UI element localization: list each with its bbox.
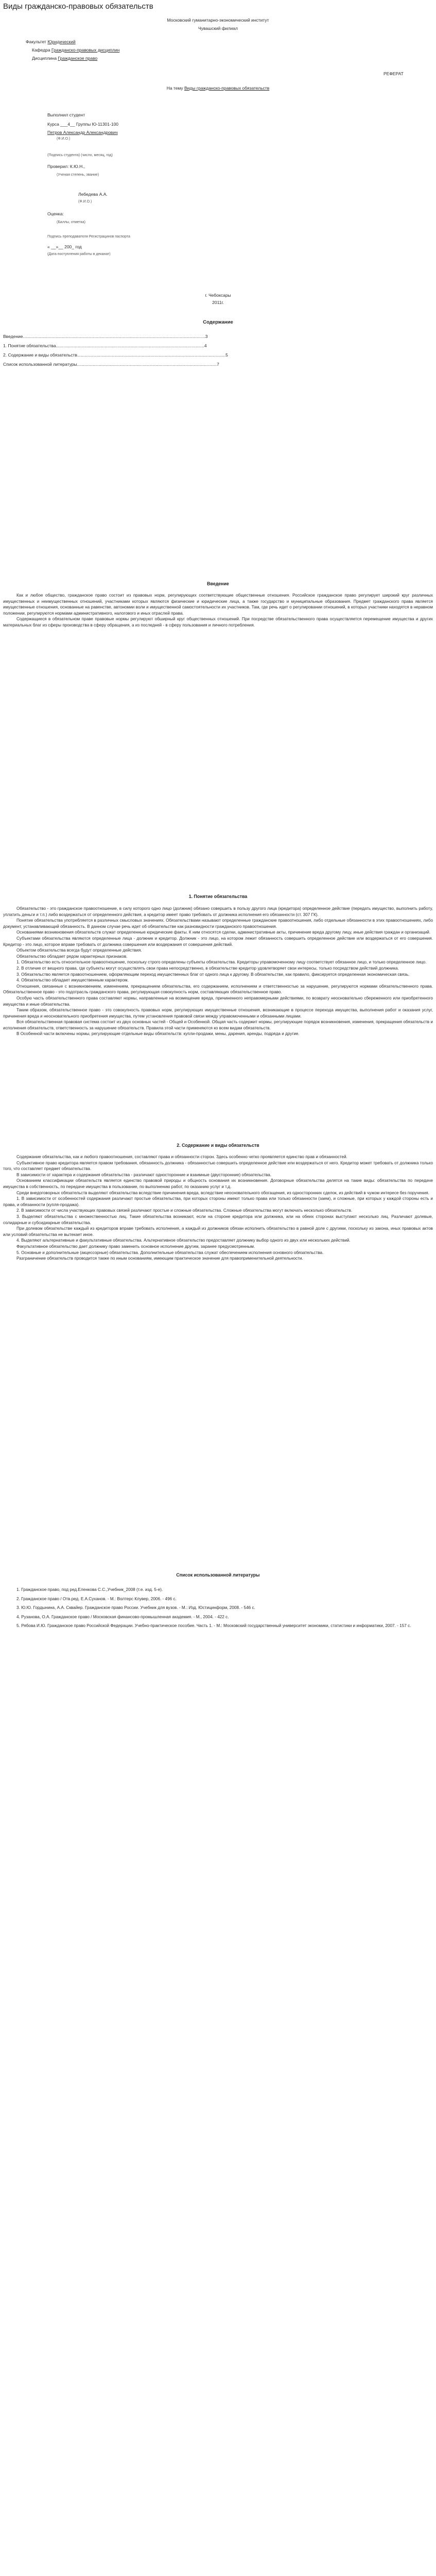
city: г. Чебоксары bbox=[205, 293, 231, 298]
section1-paragraph: В Особенной части включены нормы, регулирующие отдельные виды обязательств: купли-продажи, мены, дарения, аренды, подряда и другие. bbox=[16, 1031, 300, 1037]
section1-paragraph: Отношения, связанные с возникновением, изменением, прекращением обязательства, его содержанием, исполнением и ответственностью за нарушение, регулируются нормами обязательственного права. Обязательственное право - это подотрасль гражданского права, регулирующая совокупность норм, составляющих обязательственное право. bbox=[3, 984, 433, 995]
reference-item: 2. Гражданское право / Отв.ред. Е.А.Суханов. - М.: Волтерс Клувер, 2006. - 496 с. bbox=[16, 1596, 177, 1601]
teacher-sign-hint: Подпись преподавателя Регистрацинов паспорта bbox=[47, 235, 130, 239]
section2-paragraph: Содержание обязательства, как и любого правоотношения, составляют права и обязанности сторон. Здесь особенно четко проявляется единство прав и обязанностей. bbox=[16, 1155, 347, 1159]
toc-heading: Содержание bbox=[203, 319, 233, 325]
reference-item: 3. Ю.Ю. Гордынина, А.А. Сквайер. Гражданское право России. Учебник для вузов. - М.: Изд. Юстицинформ, 2008. - 546 с. bbox=[16, 1605, 255, 1611]
chair-row bbox=[32, 47, 119, 53]
faculty-label: Факультет bbox=[26, 39, 46, 44]
grade-label: Оценка: bbox=[47, 211, 64, 216]
section1-paragraph: 4. Обязательство обладает имущественным характером. bbox=[16, 978, 129, 983]
section2-paragraph: Субъективное право кредитора является правом требования, обязанность должника - обязанностью совершить определенное действие или воздержаться от него. Кредитор может требовать от должника только того, что составляет предмет обязательства. bbox=[3, 1160, 433, 1172]
toc-item-label: Список использованной литературы bbox=[3, 362, 77, 367]
student-name: Петров Александр Александрович bbox=[47, 130, 118, 135]
section1-paragraph: 3. Обязательство является правоотношением, оформляющим переход имущественных благ от одного лица к другому. В обязательстве, как правило, фиксируется определенная экономическая связь. bbox=[16, 972, 410, 977]
topic-row bbox=[0, 86, 436, 91]
toc-item-label: 2. Содержание и виды обязательств bbox=[3, 352, 78, 358]
year: 2011г. bbox=[212, 300, 224, 305]
intro-paragraph: Содержащиеся в обязательном праве правовые нормы регулируют обширный круг общественных отношений. При посредстве обязательственного права осуществляется перемещение имущества и других материальных благ из сферы производства в сферу обращения, а из последней - в сферу пользования и личного потребления. bbox=[3, 617, 433, 628]
toc-item-label: Введение bbox=[3, 334, 23, 339]
toc-item-page: 5 bbox=[225, 352, 228, 358]
toc-leader: .......................................................................................................................... bbox=[56, 343, 204, 348]
institute-name: Московский гуманитарно-экономический институт bbox=[167, 18, 269, 23]
discipline-label: Дисциплина bbox=[32, 56, 57, 61]
section1-paragraph: 2. В отличие от вещного права, где субъекты могут осуществлять свои права непосредственно, в обязательстве кредитор удовлетворяет свои интересы, только посредством действий должника. bbox=[16, 965, 399, 971]
section1-paragraph: Обязательство - это гражданское правоотношение, в силу которого одно лицо (должник) обязано совершить в пользу другого лица (кредитора) определенное действие (передать имущество, выполнить работу, уплатить деньги и т.п.) либо воздержаться от определенного действия, а кредитор имеет право требовать от должника исполнения его обязанности (ст. 307 ГК). bbox=[3, 906, 433, 917]
performed-label: Выполнил студент bbox=[47, 112, 85, 117]
branch-name: Чувашский филиал bbox=[198, 26, 238, 31]
section1-paragraph: Понятие обязательства употребляется в различных смысловых значениях. Обязательствами называют определенные гражданские правоотношения, либо отдельные обязанности в этих правоотношениях, либо документ, устанавливающий обязанность. В данном случае речь идет об обязательстве как разновидности гражданского правоотношения. bbox=[3, 918, 433, 929]
section2-paragraph: 2. В зависимости от числа участвующих правовых связей различают простые и сложные обязательства. Сложные обязательства могут включать несколько обязательств. bbox=[16, 1208, 353, 1213]
teacher-name: Лебедева А.А. bbox=[78, 192, 108, 197]
faculty-value: Юридический bbox=[47, 39, 76, 44]
section2-paragraph: При долевом обязательстве каждый из кредиторов вправе требовать исполнения, а каждый из должников обязан исполнить обязательство в равной доле с другими, поскольку из закона, иных правовых актов или условий обязательства не вытекает иное. bbox=[3, 1226, 433, 1237]
section1-paragraph: Объектом обязательства всегда будут определенные действия. bbox=[16, 948, 142, 953]
section1-paragraph: Таким образом, обязательственное право - это совокупность правовых норм, регулирующих имущественные отношения, возникающие в процессе перехода имущества, выполнения работ и оказания услуг, причинения вреда и неосновательного приобретения имущества, путем установления правовой связи между управомоченными и обязанными лицами. bbox=[3, 1008, 433, 1019]
toc-leader: .......................................................................................................................... bbox=[77, 352, 226, 358]
reference-item: 5. Рябова И.Ю. Гражданское право Российской Федерации. Учебно-практическое пособие. Часть 1. - М.: Московский государственный университет экономики, статистики и информатики, 2007. - 157 с. bbox=[16, 1623, 411, 1629]
section1-paragraph: Обязательство обладает рядом характерных признаков. bbox=[16, 954, 128, 959]
essay-label: РЕФЕРАТ bbox=[383, 71, 404, 76]
section1-paragraph: Особую часть обязательственного права составляют нормы, направленные на возмещение вреда, причиненного неправомерными действиями, по возврату неосновательно сбереженного или приобретенного имущества и иные обязательства. bbox=[3, 995, 433, 1007]
section2-paragraph: 4. Выделяют альтернативные и факультативные обязательства. Альтернативное обязательство предоставляет должнику выбор одного из двух или нескольких действий. bbox=[16, 1238, 351, 1243]
section1-paragraph: Вся обязательственная правовая система состоит из двух основных частей - Общей и Особенной. Общая часть содержит нормы, регулирующие порядок возникновения, изменения, прекращения обязательств и исполнения обязательств, ответственность за нарушение обязательств. Правила этой части применяются ко всем видам обязательств. bbox=[3, 1020, 433, 1030]
chair-value: Гражданско-правовых дисциплин bbox=[51, 47, 120, 53]
intro-body bbox=[3, 592, 433, 629]
discipline-row bbox=[32, 56, 97, 61]
topic-label: На тему bbox=[166, 86, 183, 91]
course-line: Курса ___4__ Группы Ю-11301-100 bbox=[47, 122, 119, 127]
section2-paragraph: 5. Основные и дополнительные (акцессорные) обязательства. Дополнительные обязательства служат обеспечением исполнения основного обязательства. bbox=[16, 1250, 324, 1255]
section2-paragraph: Основанием классификации обязательств является единство правовой природы и общность основания их возникновения. Договорные обязательства делятся на такие виды: обязательства по передаче имущества в собственность, по передаче имущества в пользование, по выполнению работ, по оказанию услуг и т.д. bbox=[3, 1178, 433, 1189]
references-heading: Список использованной литературы bbox=[176, 1572, 260, 1578]
chair-label: Кафедра bbox=[32, 47, 50, 53]
degree-hint: (Ученая степень, звание) bbox=[57, 173, 99, 177]
reference-item: 4. Рузанова, О.А. Гражданское право / Московская финансово-промышленная академия. - М., 2004. - 422 с. bbox=[16, 1614, 229, 1619]
toc-item-page: 3 bbox=[205, 334, 208, 339]
reference-item: 1. Гражданское право, под ред.Еленкова С.С.,Учебник_2008 (т.е. изд. 5-е). bbox=[16, 1587, 163, 1592]
section2-body bbox=[3, 1154, 433, 1262]
date-line: « __»__ 200_ год bbox=[47, 244, 82, 249]
section1-paragraph: Основаниями возникновения обязательств служат определенные юридические факты. К ним относятся сделки, административные акты, причинение вреда другому лицу, иные действия граждан и организаций. bbox=[16, 930, 431, 935]
toc-leader: ...................................................................................................................................................... bbox=[23, 334, 205, 339]
section1-paragraph: 1. Обязательство есть относительное правоотношение, поскольку строго определены субъекты обязательства. Кредиторы управомоченному лицу соответствует обязанное лицо, и только определенное лицо. bbox=[16, 960, 427, 965]
section2-paragraph: Разграничение обязательств проводится также по иным основаниям, имеющим практическое значение для правоприменительной деятельности. bbox=[16, 1256, 303, 1261]
section2-paragraph: 1. В зависимости от особенностей содержания различают простые обязательства, при которых стороны имеют только права или только обязанности (заем), и сложные, при которых у каждой стороны есть и права, и обязанности (купля-продажа). bbox=[3, 1196, 433, 1207]
section2-heading: 2. Содержание и виды обязательств bbox=[177, 1143, 259, 1148]
section2-paragraph: Факультативное обязательство дает должнику право заменить основное исполнение другим, заранее предусмотренным. bbox=[16, 1244, 255, 1249]
intro-heading: Введение bbox=[207, 581, 229, 586]
grade-hint: (Баллы, отметка) bbox=[57, 221, 85, 224]
toc-leader: ................................................................................................................... bbox=[77, 362, 217, 367]
intro-paragraph: Как и любое общество, гражданское право состоит из правовых норм, регулирующих соответствующие общественные отношения. Российское гражданское право регулирует широкий круг различных имущественных и неимущественных отношений, участниками которых являются физические и юридические лица, а также государство и муниципальные образования. Предмет гражданского права является имущественные отношения, основанные на равенстве, автономии воли и имущественной самостоятельности их участников. Там, где речь идет о регулировании отношений, в которых участники находятся в неравном положении, регулируются нормами административного, налогового и иных отраслей права. bbox=[3, 593, 433, 616]
references-list bbox=[3, 1587, 433, 1632]
date-hint: (Дата поступления работы в деканат) bbox=[47, 252, 111, 256]
toc-item bbox=[3, 362, 415, 367]
document-title: Виды гражданско-правовых обязательств bbox=[3, 2, 153, 11]
section1-heading: 1. Понятие обязательства bbox=[188, 894, 248, 899]
toc-item-label: 1. Понятие обязательства bbox=[3, 343, 56, 348]
toc-item-page: 4 bbox=[204, 343, 207, 348]
sign-hint: (Подпись студента) (число, месяц, год) bbox=[47, 154, 113, 157]
toc-item bbox=[3, 334, 415, 339]
section1-body bbox=[3, 906, 433, 1037]
checked-label: Проверил: К.Ю.Н., bbox=[47, 164, 85, 169]
section2-paragraph: Среди внедоговорных обязательств выделяют обязательства вследствие причинения вреда, вследствие неосновательного обогащения, из односторонних сделок, из действий в чужом интересе без поручения. bbox=[16, 1190, 429, 1195]
toc-item bbox=[3, 352, 415, 358]
discipline-value: Гражданское право bbox=[58, 56, 98, 61]
faculty-row bbox=[26, 39, 76, 44]
teacher-hint: (Ф.И.О.) bbox=[78, 200, 92, 204]
topic-value: Виды гражданско-правовых обязательств bbox=[184, 86, 270, 91]
section2-paragraph: В зависимости от характера и содержания обязательства - различают односторонние и взаимные (двусторонние) обязательства. bbox=[16, 1172, 272, 1177]
section2-paragraph: 3. Выделяют обязательства с множественностью лиц. Такие обязательства возникают, если на стороне кредитора или должника, или на обеих сторонах выступают несколько лиц. Различают долевые, солидарные и субсидиарные обязательства. bbox=[3, 1214, 433, 1225]
toc-item-page: 7 bbox=[217, 362, 219, 367]
student-hint: (Ф.И.О.) bbox=[57, 137, 71, 141]
section1-paragraph: Субъектами обязательства являются определенные лица - должник и кредитор. Должник - это лицо, на котором лежит обязанность совершить определенное действие или воздержаться от его совершения. Кредитор - это лицо, которое вправе требовать от должника совершения или воздержания от совершения действий. bbox=[3, 936, 433, 947]
toc-item bbox=[3, 343, 415, 348]
